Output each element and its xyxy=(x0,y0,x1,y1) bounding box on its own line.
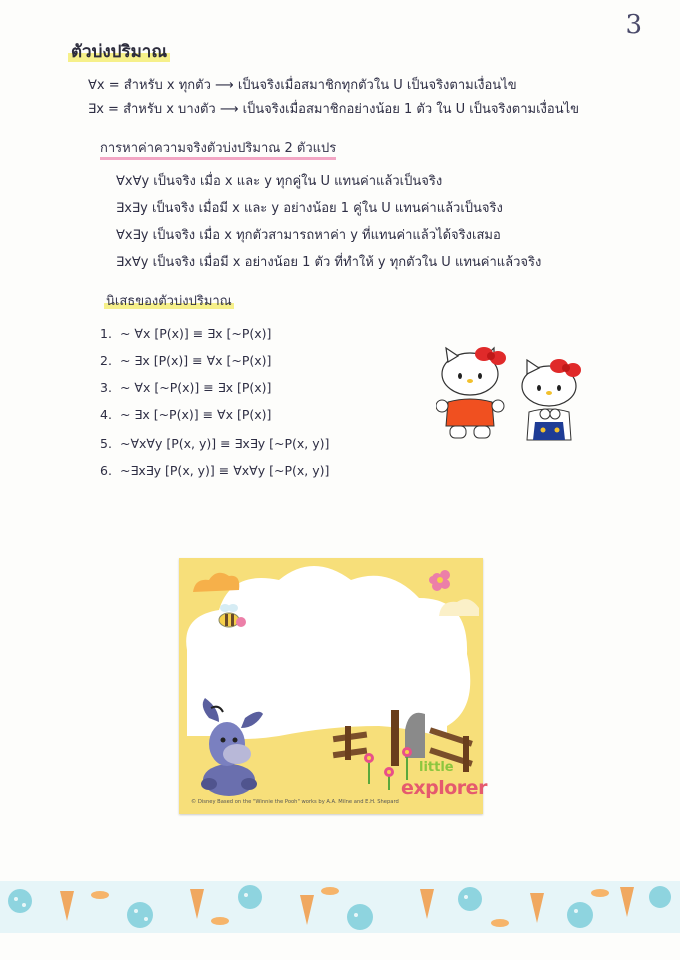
copyright-credit: © Disney Based on the "Winnie the Pooh" works by A.A. Milne and E.H. Shepard xyxy=(191,799,399,805)
flower-icon xyxy=(429,570,450,591)
law-number: 1. xyxy=(100,326,112,341)
law-formula: ~∃x∃y [P(x, y)] ≡ ∀x∀y [~P(x, y)] xyxy=(119,463,330,478)
negation-section-heading-text: นิเสธของตัวบ่งปริมาณ xyxy=(106,294,232,309)
negation-law-6 xyxy=(100,463,329,478)
truth-row-forall-forall: ∀x∀y เป็นจริง เมื่อ x และ y ทุกคู่ใน U แทนค่าแล้วเป็นจริง xyxy=(116,174,443,189)
law-number: 2. xyxy=(100,353,112,368)
law-formula: ~ ∀x [P(x)] ≡ ∃x [~P(x)] xyxy=(119,326,272,341)
law-number: 6. xyxy=(100,463,112,478)
washi-tape xyxy=(0,881,680,933)
law-formula: ~ ∃x [~P(x)] ≡ ∀x [P(x)] xyxy=(119,407,272,422)
law-number: 3. xyxy=(100,380,112,395)
page-title-text: ตัวบ่งปริมาณ xyxy=(68,42,170,62)
negation-law-5 xyxy=(100,436,329,451)
hello-kitty-sticker-standing xyxy=(436,344,508,444)
law-number: 4. xyxy=(100,407,112,422)
law-formula: ~ ∃x [P(x)] ≡ ∀x [~P(x)] xyxy=(119,353,272,368)
law-formula: ~∀x∀y [P(x, y)] ≡ ∃x∃y [~P(x, y)] xyxy=(119,436,330,451)
brand-line-1: little xyxy=(419,760,454,775)
page-title xyxy=(68,38,170,65)
truth-section-heading xyxy=(100,137,336,158)
eeyore-notepad xyxy=(179,558,487,814)
brand-line-2: explorer xyxy=(401,777,487,799)
definition-forall: ∀x = สำหรับ x ทุกตัว ⟶ เป็นจริงเมื่อสมาชิกทุกตัวใน U เป็นจริงตามเงื่อนไข xyxy=(88,78,517,93)
page-number: 3 xyxy=(625,10,642,40)
truth-section-heading-text: การหาค่าความจริงตัวบ่งปริมาณ 2 ตัวแปร xyxy=(100,141,336,160)
definition-exists: ∃x = สำหรับ x บางตัว ⟶ เป็นจริงเมื่อสมาชิกอย่างน้อย 1 ตัว ใน U เป็นจริงตามเงื่อนไข xyxy=(88,102,580,117)
negation-section-heading xyxy=(104,290,234,311)
truth-row-forall-exists: ∀x∃y เป็นจริง เมื่อ x ทุกตัวสามารถหาค่า y ที่แทนค่าแล้วได้จริงเสมอ xyxy=(116,228,501,243)
truth-row-exists-exists: ∃x∃y เป็นจริง เมื่อมี x และ y อย่างน้อย 1 คู่ใน U แทนค่าแล้วเป็นจริง xyxy=(116,201,503,216)
hello-kitty-sticker-sitting xyxy=(515,354,585,446)
negation-law-4 xyxy=(100,407,271,422)
negation-law-3 xyxy=(100,380,271,395)
notepad-artwork xyxy=(179,558,483,814)
negation-law-1 xyxy=(100,326,271,341)
negation-law-2 xyxy=(100,353,271,368)
law-number: 5. xyxy=(100,436,112,451)
law-formula: ~ ∀x [~P(x)] ≡ ∃x [P(x)] xyxy=(119,380,272,395)
truth-row-exists-forall: ∃x∀y เป็นจริง เมื่อมี x อย่างน้อย 1 ตัว ที่ทำให้ y ทุกตัวใน U แทนค่าแล้วจริง xyxy=(116,255,542,270)
ice-cream-pattern xyxy=(0,881,680,933)
